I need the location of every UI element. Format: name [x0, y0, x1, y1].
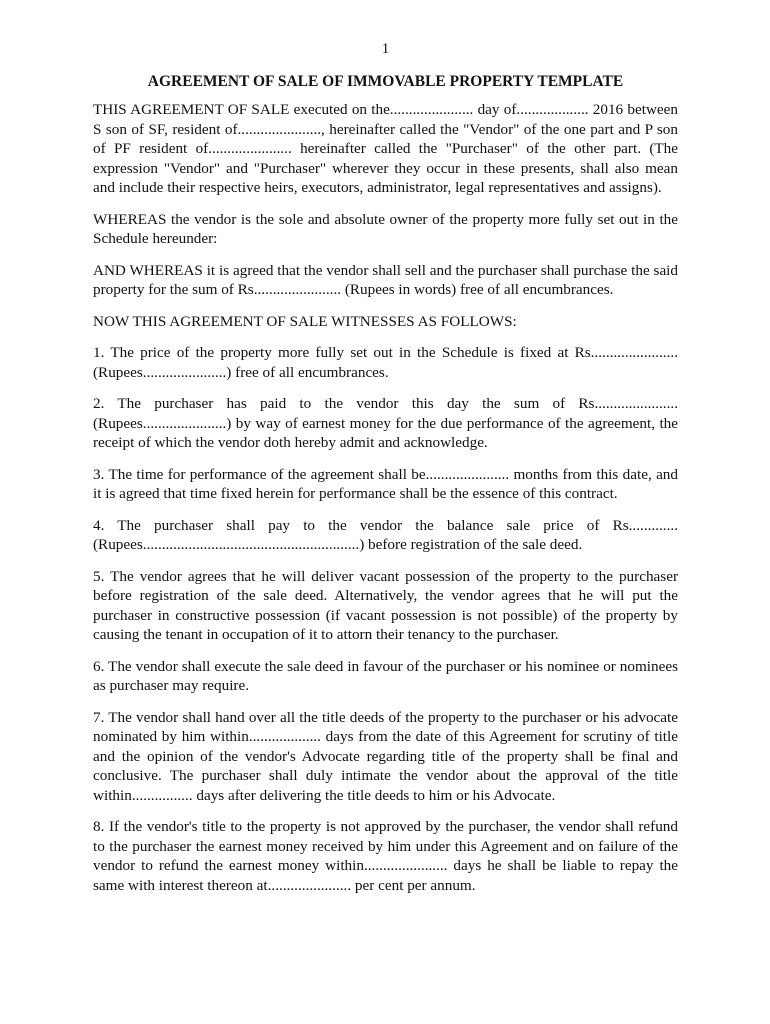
page-number: 1: [381, 41, 390, 57]
clause-6: 6. The vendor shall execute the sale deed in favour of the purchaser or his nominee or nominees as purchaser may require.: [93, 657, 678, 694]
clause-5: 5. The vendor agrees that he will deliver vacant possession of the property to the purchaser before registration of the sale deed. Alternatively, the vendor agrees that he will put the purchaser in constructive possession (if vacant possession is not possible) of the property by causing the tenant in occupation of it to attorn their tenancy to the purchaser.: [93, 567, 678, 643]
preamble-paragraph: THIS AGREEMENT OF SALE executed on the...................... day of................... 2016 between S son of SF, resident of......................, hereinafter called the "Vendor" of the one part and P son of PF resident of...................... hereinafter called the "Purchaser" of the other part. (The expression "Vendor" and "Purchaser" wherever they occur in these presents, shall also mean and include their respective heirs, executors, administrator, legal representatives and assigns).: [93, 101, 678, 196]
clause-3: 3. The time for performance of the agreement shall be...................... months from this date, and it is agreed that time fixed herein for performance shall be the essence of this contract.: [93, 465, 678, 502]
document-page: [93, 40, 678, 907]
and-whereas-paragraph: AND WHEREAS it is agreed that the vendor shall sell and the purchaser shall purchase the said property for the sum of Rs....................... (Rupees in words) free of all encumbrances.: [93, 261, 678, 298]
clause-1: 1. The price of the property more fully set out in the Schedule is fixed at Rs.......................(Rupees......................) free of all encumbrances.: [93, 344, 678, 381]
witnesses-heading: NOW THIS AGREEMENT OF SALE WITNESSES AS FOLLOWS:: [93, 312, 517, 330]
whereas-paragraph: WHEREAS the vendor is the sole and absolute owner of the property more fully set out in the Schedule hereunder:: [93, 210, 678, 247]
clause-8: 8. If the vendor's title to the property is not approved by the purchaser, the vendor shall refund to the purchaser the earnest money received by him under this Agreement and on failure of the vendor to refund the earnest money within...................... days he shall be liable to repay the same with interest thereon at...................... per cent per annum.: [93, 818, 678, 894]
document-title: AGREEMENT OF SALE OF IMMOVABLE PROPERTY TEMPLATE: [147, 73, 624, 90]
clause-2: 2. The purchaser has paid to the vendor this day the sum of Rs......................(Rupees......................) by way of earnest money for the due performance of the agreement, the receipt of which the vendor doth hereby admit and acknowledge.: [93, 395, 678, 451]
clause-4: 4. The purchaser shall pay to the vendor the balance sale price of Rs............. (Rupees.........................................................) before registration of the sale deed.: [93, 516, 678, 553]
clause-7: 7. The vendor shall hand over all the title deeds of the property to the purchaser or his advocate nominated by him within................... days from the date of this Agreement for scrutiny of title and the opinion of the vendor's Advocate regarding title of the property shall be final and conclusive. The purchaser shall duly intimate the vendor about the approval of the title within................ days after delivering the title deeds to him or his Advocate.: [93, 708, 678, 804]
